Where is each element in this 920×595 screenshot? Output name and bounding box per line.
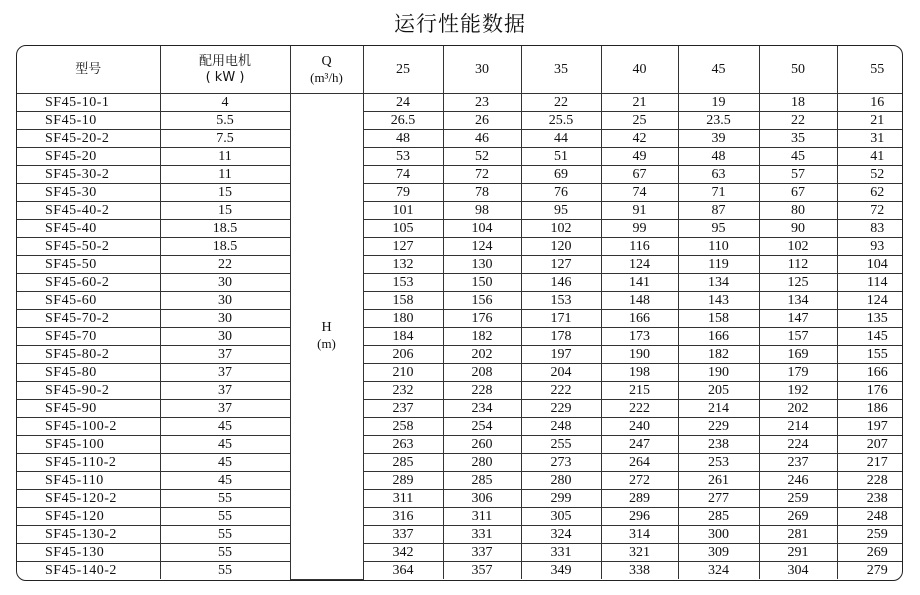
head-value-cell: 153 [363,274,443,292]
head-value-cell: 311 [363,490,443,508]
head-value-cell: 90 [759,220,837,238]
model-cell: SF45-130-2 [17,526,160,544]
header-flow-value: 50 [759,46,837,94]
table-row [17,310,903,328]
head-value-cell: 102 [759,238,837,256]
head-value-cell: 72 [443,166,521,184]
head-value-cell: 272 [601,472,678,490]
motor-power-cell: 45 [160,436,290,454]
head-value-cell: 260 [443,436,521,454]
head-value-cell: 324 [678,562,759,580]
head-value-cell: 158 [363,292,443,310]
head-value-cell: 44 [521,130,601,148]
head-value-cell: 349 [521,562,601,580]
head-value-cell: 102 [521,220,601,238]
head-value-cell: 95 [678,220,759,238]
model-cell: SF45-60-2 [17,274,160,292]
model-cell: SF45-20 [17,148,160,166]
table-row [17,382,903,400]
header-model: 型号 [17,46,160,94]
motor-power-cell: 37 [160,400,290,418]
head-value-cell: 16 [837,94,903,112]
model-cell: SF45-70-2 [17,310,160,328]
model-cell: SF45-80-2 [17,346,160,364]
head-value-cell: 321 [601,544,678,562]
head-value-cell: 134 [678,274,759,292]
head-value-cell: 80 [759,202,837,220]
head-value-cell: 48 [363,130,443,148]
model-cell: SF45-40-2 [17,202,160,220]
head-value-cell: 87 [678,202,759,220]
head-value-cell: 53 [363,148,443,166]
motor-power-cell: 11 [160,166,290,184]
head-value-cell: 314 [601,526,678,544]
header-flow-label: Q [321,53,332,69]
model-cell: SF45-120-2 [17,490,160,508]
head-value-cell: 39 [678,130,759,148]
motor-power-cell: 18.5 [160,238,290,256]
head-value-cell: 202 [443,346,521,364]
head-value-cell: 42 [601,130,678,148]
head-value-cell: 309 [678,544,759,562]
motor-power-cell: 55 [160,526,290,544]
head-label-cell [290,94,363,580]
head-value-cell: 306 [443,490,521,508]
performance-table [17,46,903,580]
head-value-cell: 67 [759,184,837,202]
head-value-cell: 105 [363,220,443,238]
head-value-cell: 248 [837,508,903,526]
head-value-cell: 229 [521,400,601,418]
head-value-cell: 296 [601,508,678,526]
motor-power-cell: 55 [160,490,290,508]
head-value-cell: 23.5 [678,112,759,130]
head-value-cell: 182 [678,346,759,364]
motor-power-cell: 30 [160,328,290,346]
head-value-cell: 51 [521,148,601,166]
head-value-cell: 237 [363,400,443,418]
head-value-cell: 331 [443,526,521,544]
head-value-cell: 190 [601,346,678,364]
head-value-cell: 176 [837,382,903,400]
head-value-cell: 238 [837,490,903,508]
head-value-cell: 197 [521,346,601,364]
head-value-cell: 255 [521,436,601,454]
head-value-cell: 83 [837,220,903,238]
table-body [17,94,903,580]
head-value-cell: 261 [678,472,759,490]
head-value-cell: 247 [601,436,678,454]
header-motor-label: 配用电机 [198,53,251,69]
head-value-cell: 71 [678,184,759,202]
head-value-cell: 228 [837,472,903,490]
table-row [17,346,903,364]
head-value-cell: 62 [837,184,903,202]
head-value-cell: 155 [837,346,903,364]
head-value-cell: 79 [363,184,443,202]
motor-power-cell: 55 [160,562,290,580]
model-cell: SF45-50 [17,256,160,274]
head-value-cell: 72 [837,202,903,220]
head-value-cell: 120 [521,238,601,256]
motor-power-cell: 37 [160,382,290,400]
head-value-cell: 259 [837,526,903,544]
head-value-cell: 124 [837,292,903,310]
head-value-cell: 253 [678,454,759,472]
head-value-cell: 130 [443,256,521,274]
motor-power-cell: 30 [160,274,290,292]
head-value-cell: 248 [521,418,601,436]
head-value-cell: 280 [443,454,521,472]
head-value-cell: 331 [521,544,601,562]
motor-power-cell: 37 [160,364,290,382]
head-value-cell: 119 [678,256,759,274]
model-cell: SF45-10 [17,112,160,130]
model-cell: SF45-140-2 [17,562,160,580]
head-value-cell: 52 [837,166,903,184]
model-cell: SF45-70 [17,328,160,346]
header-flow-value: 25 [363,46,443,94]
head-value-cell: 337 [443,544,521,562]
head-value-cell: 23 [443,94,521,112]
table-row [17,292,903,310]
table-row [17,274,903,292]
table-row [17,256,903,274]
motor-power-cell: 18.5 [160,220,290,238]
head-value-cell: 114 [837,274,903,292]
model-cell: SF45-130 [17,544,160,562]
head-value-cell: 67 [601,166,678,184]
head-value-cell: 178 [521,328,601,346]
head-value-cell: 110 [678,238,759,256]
table-row [17,148,903,166]
table-row [17,544,903,562]
header-flow [290,46,363,94]
head-value-cell: 145 [837,328,903,346]
head-value-cell: 19 [678,94,759,112]
header-motor-power [160,46,290,94]
motor-power-cell: 7.5 [160,130,290,148]
head-value-cell: 208 [443,364,521,382]
head-value-cell: 222 [601,400,678,418]
head-value-cell: 214 [678,400,759,418]
head-value-cell: 171 [521,310,601,328]
head-value-cell: 197 [837,418,903,436]
head-value-cell: 190 [678,364,759,382]
motor-power-cell: 11 [160,148,290,166]
head-value-cell: 156 [443,292,521,310]
head-value-cell: 21 [837,112,903,130]
head-value-cell: 35 [759,130,837,148]
head-value-cell: 98 [443,202,521,220]
header-flow-value: 45 [678,46,759,94]
table-row [17,112,903,130]
table-row [17,400,903,418]
head-value-cell: 166 [837,364,903,382]
head-value-cell: 95 [521,202,601,220]
head-value-cell: 91 [601,202,678,220]
motor-power-cell: 22 [160,256,290,274]
header-flow-unit: (m³/h) [310,69,343,85]
model-cell: SF45-30 [17,184,160,202]
head-value-cell: 316 [363,508,443,526]
motor-power-cell: 15 [160,184,290,202]
head-value-cell: 205 [678,382,759,400]
head-value-cell: 289 [601,490,678,508]
head-value-cell: 26 [443,112,521,130]
head-value-cell: 26.5 [363,112,443,130]
head-value-cell: 78 [443,184,521,202]
header-flow-value: 30 [443,46,521,94]
head-unit: (m) [317,336,336,352]
head-value-cell: 74 [363,166,443,184]
head-value-cell: 238 [678,436,759,454]
head-value-cell: 289 [363,472,443,490]
head-value-cell: 141 [601,274,678,292]
head-value-cell: 127 [363,238,443,256]
table-row [17,364,903,382]
head-value-cell: 204 [521,364,601,382]
table-row [17,436,903,454]
table-row [17,130,903,148]
head-value-cell: 237 [759,454,837,472]
head-value-cell: 234 [443,400,521,418]
head-value-cell: 112 [759,256,837,274]
head-value-cell: 342 [363,544,443,562]
head-value-cell: 48 [678,148,759,166]
head-value-cell: 176 [443,310,521,328]
head-value-cell: 338 [601,562,678,580]
motor-power-cell: 45 [160,418,290,436]
head-value-cell: 224 [759,436,837,454]
motor-power-cell: 45 [160,454,290,472]
head-value-cell: 157 [759,328,837,346]
head-value-cell: 25 [601,112,678,130]
head-value-cell: 258 [363,418,443,436]
table-row [17,94,903,112]
model-cell: SF45-110 [17,472,160,490]
head-value-cell: 311 [443,508,521,526]
head-value-cell: 22 [759,112,837,130]
motor-power-cell: 55 [160,508,290,526]
head-label: H [321,320,332,336]
head-value-cell: 280 [521,472,601,490]
header-row [17,46,903,94]
head-value-cell: 143 [678,292,759,310]
head-value-cell: 25.5 [521,112,601,130]
head-value-cell: 214 [759,418,837,436]
head-value-cell: 229 [678,418,759,436]
header-flow-value: 35 [521,46,601,94]
head-value-cell: 259 [759,490,837,508]
head-value-cell: 132 [363,256,443,274]
head-value-cell: 299 [521,490,601,508]
head-value-cell: 21 [601,94,678,112]
head-value-cell: 222 [521,382,601,400]
head-value-cell: 104 [837,256,903,274]
head-value-cell: 264 [601,454,678,472]
table-row [17,220,903,238]
head-value-cell: 93 [837,238,903,256]
head-value-cell: 99 [601,220,678,238]
table-row [17,526,903,544]
head-value-cell: 232 [363,382,443,400]
model-cell: SF45-60 [17,292,160,310]
head-value-cell: 215 [601,382,678,400]
head-value-cell: 124 [443,238,521,256]
table-row [17,508,903,526]
motor-power-cell: 4 [160,94,290,112]
head-value-cell: 277 [678,490,759,508]
table-row [17,454,903,472]
head-value-cell: 101 [363,202,443,220]
performance-table-frame [16,45,903,581]
header-motor-unit: ( kW ) [205,69,245,85]
head-value-cell: 192 [759,382,837,400]
head-value-cell: 125 [759,274,837,292]
model-cell: SF45-10-1 [17,94,160,112]
model-cell: SF45-120 [17,508,160,526]
head-value-cell: 279 [837,562,903,580]
table-row [17,328,903,346]
head-value-cell: 285 [678,508,759,526]
motor-power-cell: 37 [160,346,290,364]
head-value-cell: 76 [521,184,601,202]
head-value-cell: 135 [837,310,903,328]
head-value-cell: 254 [443,418,521,436]
head-value-cell: 127 [521,256,601,274]
head-value-cell: 273 [521,454,601,472]
model-cell: SF45-80 [17,364,160,382]
motor-power-cell: 5.5 [160,112,290,130]
model-cell: SF45-40 [17,220,160,238]
head-value-cell: 182 [443,328,521,346]
head-value-cell: 300 [678,526,759,544]
head-value-cell: 18 [759,94,837,112]
head-value-cell: 52 [443,148,521,166]
head-value-cell: 337 [363,526,443,544]
head-value-cell: 269 [837,544,903,562]
table-row [17,418,903,436]
motor-power-cell: 30 [160,310,290,328]
head-value-cell: 69 [521,166,601,184]
head-value-cell: 305 [521,508,601,526]
head-value-cell: 147 [759,310,837,328]
motor-power-cell: 45 [160,472,290,490]
motor-power-cell: 30 [160,292,290,310]
table-row [17,562,903,580]
model-cell: SF45-30-2 [17,166,160,184]
head-value-cell: 281 [759,526,837,544]
head-value-cell: 57 [759,166,837,184]
model-cell: SF45-100-2 [17,418,160,436]
head-value-cell: 173 [601,328,678,346]
page-title: 运行性能数据 [394,12,526,36]
head-value-cell: 148 [601,292,678,310]
head-value-cell: 357 [443,562,521,580]
head-value-cell: 263 [363,436,443,454]
model-cell: SF45-100 [17,436,160,454]
head-value-cell: 45 [759,148,837,166]
head-value-cell: 153 [521,292,601,310]
head-value-cell: 46 [443,130,521,148]
head-value-cell: 364 [363,562,443,580]
head-value-cell: 291 [759,544,837,562]
header-flow-value: 40 [601,46,678,94]
head-value-cell: 240 [601,418,678,436]
head-value-cell: 116 [601,238,678,256]
head-value-cell: 285 [443,472,521,490]
head-value-cell: 150 [443,274,521,292]
model-cell: SF45-90 [17,400,160,418]
head-value-cell: 285 [363,454,443,472]
header-flow-value: 55 [837,46,903,94]
head-value-cell: 228 [443,382,521,400]
head-value-cell: 74 [601,184,678,202]
head-value-cell: 24 [363,94,443,112]
head-value-cell: 134 [759,292,837,310]
head-value-cell: 169 [759,346,837,364]
model-cell: SF45-20-2 [17,130,160,148]
table-row [17,238,903,256]
motor-power-cell: 55 [160,544,290,562]
head-value-cell: 324 [521,526,601,544]
head-value-cell: 22 [521,94,601,112]
head-value-cell: 207 [837,436,903,454]
head-value-cell: 180 [363,310,443,328]
head-value-cell: 184 [363,328,443,346]
table-row [17,490,903,508]
head-value-cell: 41 [837,148,903,166]
model-cell: SF45-90-2 [17,382,160,400]
head-value-cell: 166 [601,310,678,328]
table-row [17,166,903,184]
head-value-cell: 206 [363,346,443,364]
head-value-cell: 304 [759,562,837,580]
head-value-cell: 269 [759,508,837,526]
head-value-cell: 146 [521,274,601,292]
head-value-cell: 210 [363,364,443,382]
head-value-cell: 166 [678,328,759,346]
head-value-cell: 124 [601,256,678,274]
motor-power-cell: 15 [160,202,290,220]
model-cell: SF45-50-2 [17,238,160,256]
table-row [17,202,903,220]
head-value-cell: 63 [678,166,759,184]
head-value-cell: 198 [601,364,678,382]
head-value-cell: 49 [601,148,678,166]
head-value-cell: 104 [443,220,521,238]
head-value-cell: 202 [759,400,837,418]
head-value-cell: 217 [837,454,903,472]
table-row [17,184,903,202]
head-value-cell: 179 [759,364,837,382]
head-value-cell: 158 [678,310,759,328]
model-cell: SF45-110-2 [17,454,160,472]
head-value-cell: 246 [759,472,837,490]
head-value-cell: 31 [837,130,903,148]
head-value-cell: 186 [837,400,903,418]
table-row [17,472,903,490]
